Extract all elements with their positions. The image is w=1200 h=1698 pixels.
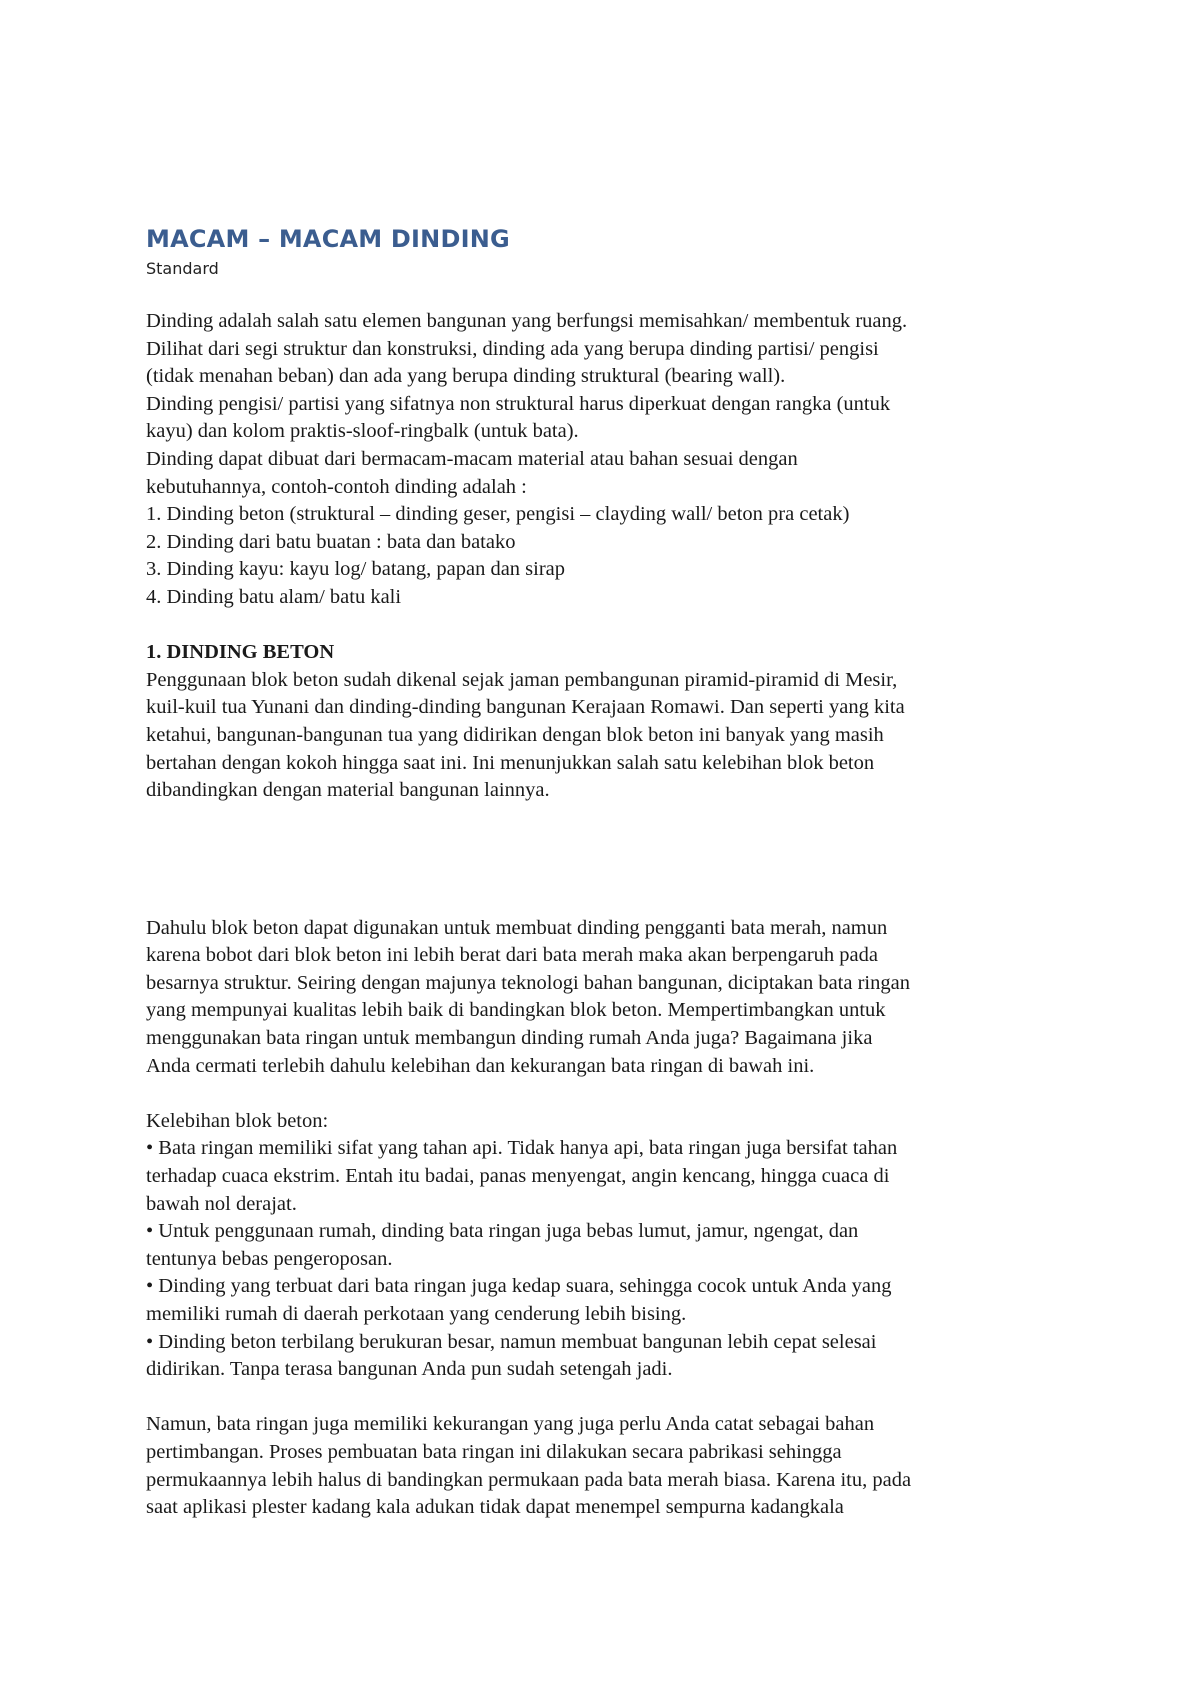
text-line: Dilihat dari segi struktur dan konstruksi, dinding ada yang berupa dinding partisi/ pengisi <box>146 337 879 360</box>
document-title: MACAM – MACAM DINDING <box>146 225 510 253</box>
spacer <box>146 1384 1066 1412</box>
text-line: menggunakan bata ringan untuk membangun dinding rumah Anda juga? Bagaimana jika <box>146 1027 873 1050</box>
spacer <box>146 612 1066 640</box>
text-line: Dahulu blok beton dapat digunakan untuk membuat dinding pengganti bata merah, namun <box>146 916 888 939</box>
bullet-item: • Untuk penggunaan rumah, dinding bata ringan juga bebas lumut, jamur, ngengat, dan <box>146 1220 859 1243</box>
text-line: Penggunaan blok beton sudah dikenal sejak jaman pembangunan piramid-piramid di Mesir, <box>146 668 898 691</box>
text-line: bertahan dengan kokoh hingga saat ini. Ini menunjukkan salah satu kelebihan blok beton <box>146 751 875 774</box>
list-item: 4. Dinding batu alam/ batu kali <box>146 585 402 608</box>
bullet-item: • Dinding beton terbilang berukuran besar, namun membuat bangunan lebih cepat selesai <box>146 1330 877 1353</box>
document-body <box>146 222 1066 1522</box>
section-dinding-beton <box>146 639 1066 805</box>
text-line: yang mempunyai kualitas lebih baik di bandingkan blok beton. Mempertimbangkan untuk <box>146 999 886 1022</box>
text-line: kebutuhannya, contoh-contoh dinding adalah : <box>146 475 527 498</box>
text-line: (tidak menahan beban) dan ada yang berupa dinding struktural (bearing wall). <box>146 365 786 388</box>
text-line: karena bobot dari blok beton ini lebih berat dari bata merah maka akan berpengaruh pada <box>146 944 879 967</box>
advantages-list <box>146 1108 1066 1384</box>
bullet-item: • Bata ringan memiliki sifat yang tahan api. Tidak hanya api, bata ringan juga bersifat tahan <box>146 1137 898 1160</box>
text-line: tentunya bebas pengeroposan. <box>146 1247 393 1270</box>
text-line: pertimbangan. Proses pembuatan bata ringan ini dilakukan secara pabrikasi sehingga <box>146 1440 842 1463</box>
text-line: Namun, bata ringan juga memiliki kekurangan yang juga perlu Anda catat sebagai bahan <box>146 1413 875 1436</box>
list-item: 2. Dinding dari batu buatan : bata dan batako <box>146 530 516 553</box>
text-line: Dinding adalah salah satu elemen bangunan yang berfungsi memisahkan/ membentuk ruang. <box>146 310 908 332</box>
text-line: besarnya struktur. Seiring dengan majunya teknologi bahan bangunan, diciptakan bata ringan <box>146 971 910 994</box>
text-line: dibandingkan dengan material bangunan lainnya. <box>146 779 550 802</box>
text-line: saat aplikasi plester kadang kala adukan tidak dapat menempel sempurna kadangkala <box>146 1496 844 1519</box>
text-line: Dinding dapat dibuat dari bermacam-macam material atau bahan sesuai dengan <box>146 447 798 470</box>
text-line: permukaannya lebih halus di bandingkan permukaan pada bata merah biasa. Karena itu, pada <box>146 1468 912 1491</box>
text-line: Anda cermati terlebih dahulu kelebihan dan kekurangan bata ringan di bawah ini. <box>146 1054 815 1077</box>
text-line: kuil-kuil tua Yunani dan dinding-dinding bangunan Kerajaan Romawi. Dan seperti yang kita <box>146 696 905 719</box>
spacer <box>146 1080 1066 1108</box>
paragraph-disadvantages <box>146 1411 1066 1521</box>
text-line: terhadap cuaca ekstrim. Entah itu badai, panas menyengat, angin kencang, hingga cuaca di <box>146 1165 890 1188</box>
list-item: 3. Dinding kayu: kayu log/ batang, papan dan sirap <box>146 558 566 581</box>
spacer <box>146 805 1066 915</box>
text-line: Dinding pengisi/ partisi yang sifatnya non struktural harus diperkuat dengan rangka (untuk <box>146 392 891 415</box>
text-line: didirikan. Tanpa terasa bangunan Anda pun sudah setengah jadi. <box>146 1358 673 1381</box>
section-heading: 1. DINDING BETON <box>146 641 335 664</box>
text-line: ketahui, bangunan-bangunan tua yang didirikan dengan blok beton ini banyak yang masih <box>146 723 884 746</box>
text-line: memiliki rumah di daerah perkotaan yang cenderung lebih bising. <box>146 1303 687 1325</box>
text-line: bawah nol derajat. <box>146 1192 297 1215</box>
bullet-item: • Dinding yang terbuat dari bata ringan juga kedap suara, sehingga cocok untuk Anda yang <box>146 1275 892 1298</box>
paragraph-history <box>146 915 1066 1081</box>
text-line: Kelebihan blok beton: <box>146 1109 329 1132</box>
intro-paragraph <box>146 308 1066 612</box>
document-subtitle: Standard <box>146 259 219 278</box>
text-line: kayu) dan kolom praktis-sloof-ringbalk (untuk bata). <box>146 420 579 443</box>
list-item: 1. Dinding beton (struktural – dinding geser, pengisi – clayding wall/ beton pra cetak) <box>146 503 850 526</box>
